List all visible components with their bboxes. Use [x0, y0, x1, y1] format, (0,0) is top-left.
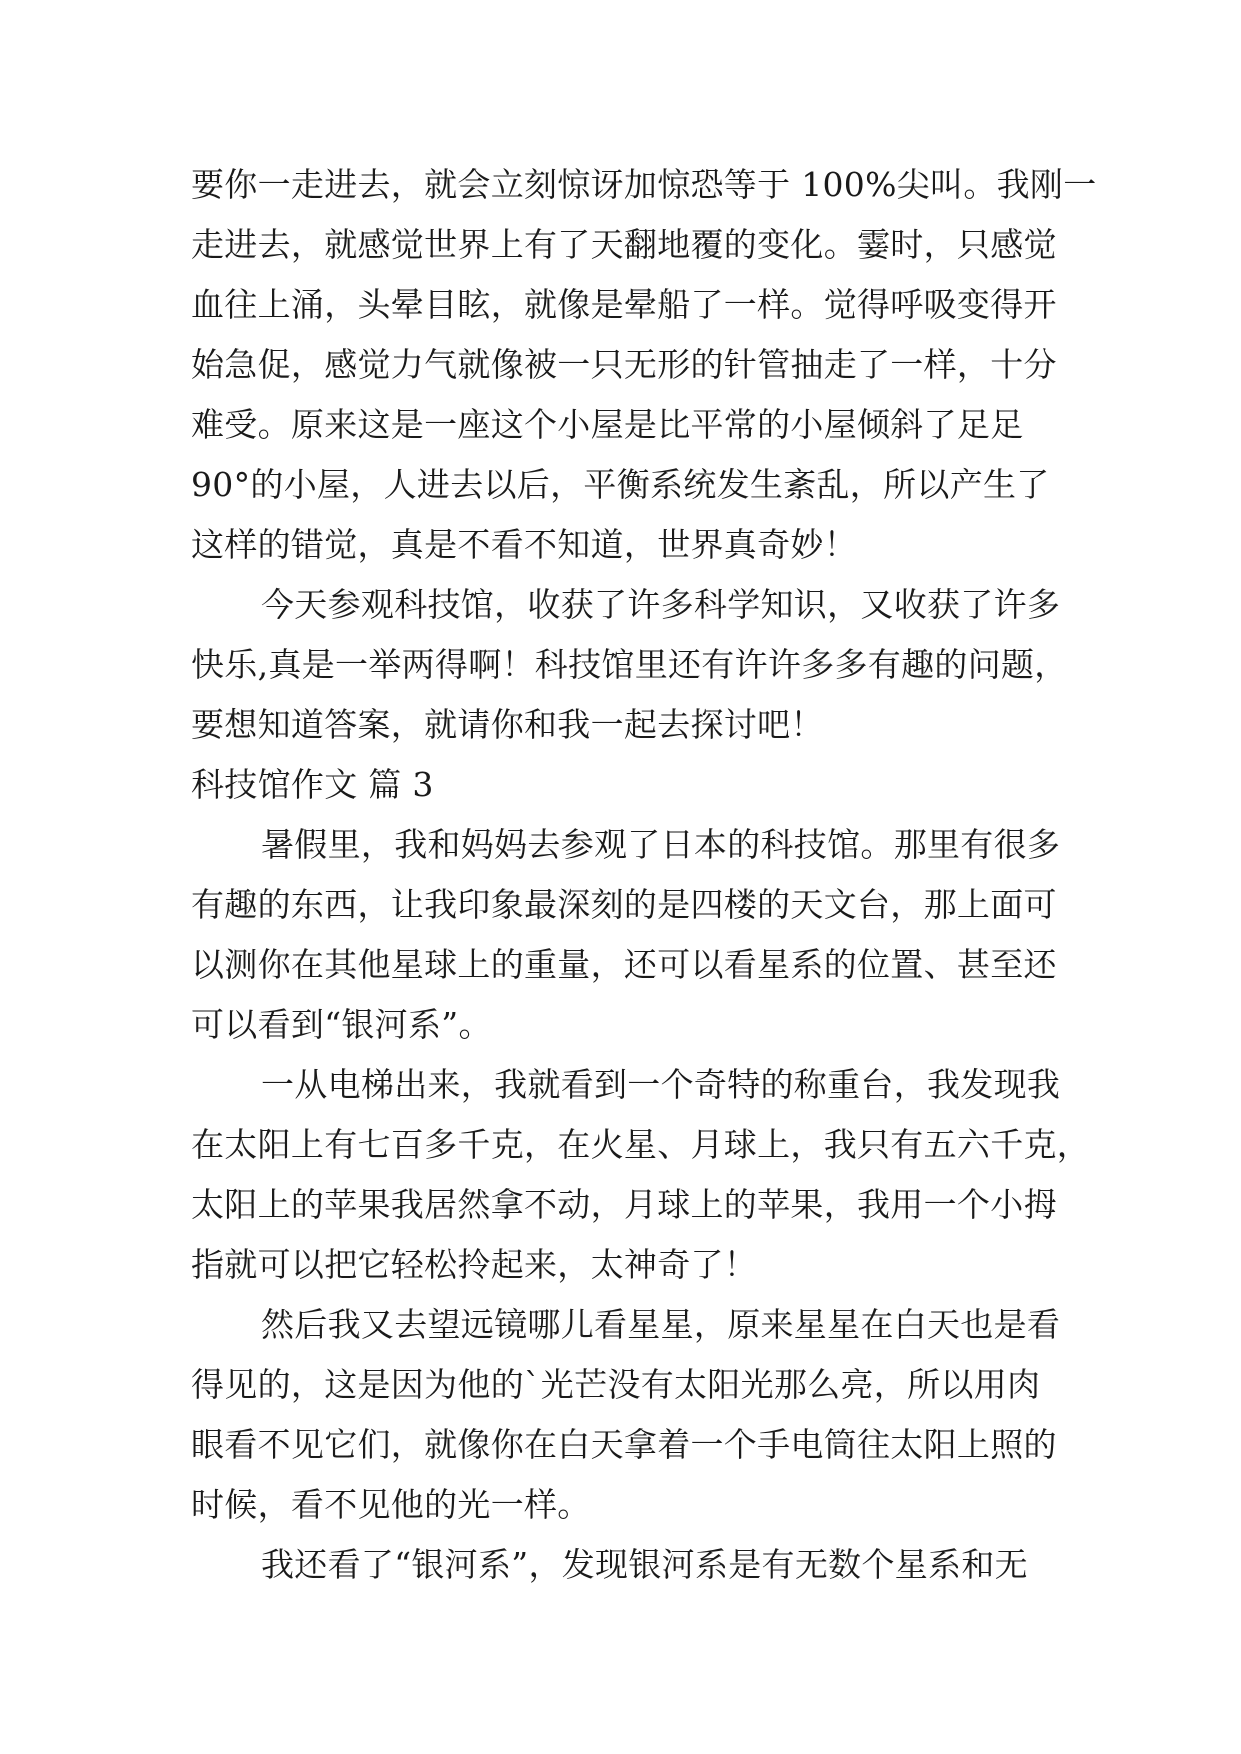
text-line: 血往上涌，头晕目眩，就像是晕船了一样。觉得呼吸变得开 [191, 285, 1057, 324]
text-line: 难受。原来这是一座这个小屋是比平常的小屋倾斜了足足 [191, 405, 1024, 444]
text-line: 这样的错觉，真是不看不知道，世界真奇妙！ [191, 525, 857, 564]
text-line: 快乐,真是一举两得啊！科技馆里还有许许多多有趣的问题， [191, 645, 1068, 684]
text-line: 可以看到“银河系”。 [191, 1005, 492, 1044]
text-line: 以测你在其他星球上的重量，还可以看星系的位置、甚至还 [191, 945, 1057, 984]
text-line: 在太阳上有七百多千克，在火星、月球上，我只有五六千克， [191, 1125, 1091, 1164]
text-line: 走进去，就感觉世界上有了天翻地覆的变化。霎时，只感觉 [191, 225, 1057, 264]
text-line: 始急促，感觉力气就像被一只无形的针管抽走了一样，十分 [191, 345, 1057, 384]
text-line: 时候，看不见他的光一样。 [191, 1485, 591, 1524]
text-line: 90°的小屋，人进去以后，平衡系统发生紊乱，所以产生了 [191, 465, 1050, 504]
paragraph-first-line: 一从电梯出来，我就看到一个奇特的称重台，我发现我 [261, 1065, 1061, 1104]
section-heading: 科技馆作文 篇 3 [191, 765, 434, 804]
text-line: 要想知道答案，就请你和我一起去探讨吧！ [191, 705, 824, 744]
paragraph-first-line: 我还看了“银河系”，发现银河系是有无数个星系和无 [261, 1545, 1028, 1584]
document-body [191, 155, 1097, 1595]
text-line: 眼看不见它们，就像你在白天拿着一个手电筒往太阳上照的 [191, 1425, 1057, 1464]
paragraph-first-line: 今天参观科技馆，收获了许多科学知识，又收获了许多 [261, 585, 1061, 624]
text-line: 太阳上的苹果我居然拿不动，月球上的苹果，我用一个小拇 [191, 1185, 1057, 1224]
paragraph-first-line: 暑假里，我和妈妈去参观了日本的科技馆。那里有很多 [261, 825, 1061, 864]
text-line: 指就可以把它轻松拎起来，太神奇了！ [191, 1245, 758, 1284]
text-line: 要你一走进去，就会立刻惊讶加惊恐等于 100%尖叫。我刚一 [191, 165, 1097, 204]
text-line: 有趣的东西，让我印象最深刻的是四楼的天文台，那上面可 [191, 885, 1057, 924]
paragraph-first-line: 然后我又去望远镜哪儿看星星，原来星星在白天也是看 [261, 1305, 1061, 1344]
text-line: 得见的，这是因为他的`光芒没有太阳光那么亮，所以用肉 [191, 1365, 1041, 1404]
